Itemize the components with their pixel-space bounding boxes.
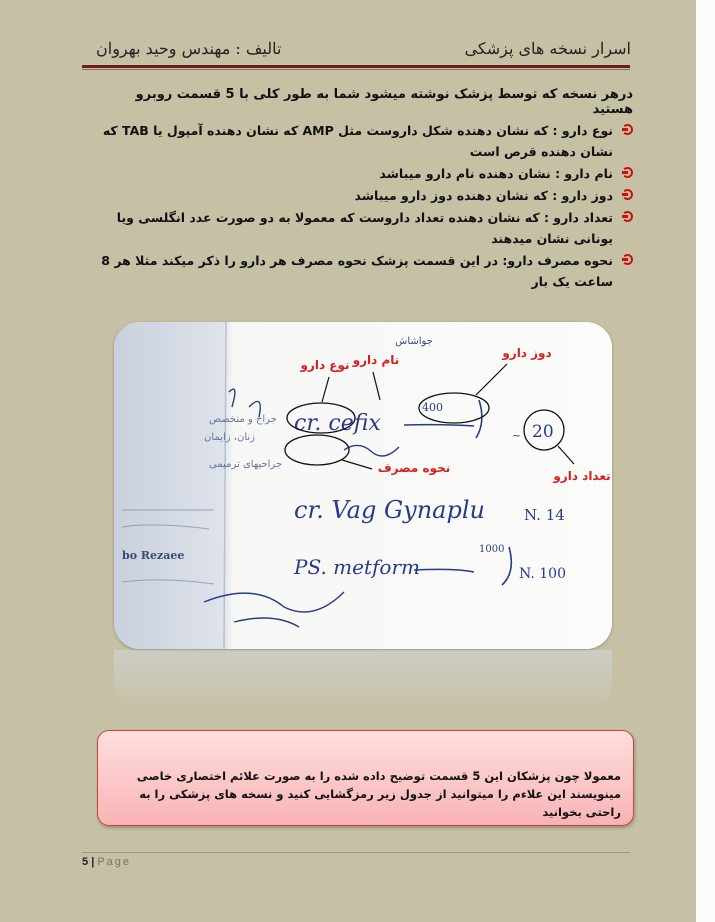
rx-line3-dose: 1000 [479, 544, 505, 555]
bullet-text: دوز دارو : که نشان دهنده دوز دارو میباشد [354, 188, 613, 203]
side-text-3: جراحیهای ترمیمی [209, 459, 283, 470]
label-drug-count: تعداد دارو [553, 469, 611, 483]
header-divider-thin [82, 69, 630, 70]
bullet-arrow-icon [622, 124, 633, 135]
label-drug-usage: نحوه مصرف [377, 461, 451, 475]
bullet-text: نحوه مصرف دارو: در این قسمت پزشک نحوه مصرف هر دارو را ذکر میکند مثلا هر 8 ساعت یک بار [101, 253, 613, 289]
footer-divider [82, 852, 630, 853]
page-word: Page [97, 856, 132, 868]
rx-line2: cr. Vag Gynaplu [294, 496, 485, 524]
bullet-list [93, 120, 633, 293]
bullet-item-name [93, 163, 633, 184]
bullet-item-dose [93, 185, 633, 206]
stamp-text: bo Rezaee [122, 549, 185, 562]
note-text: معمولا چون پزشکان این 5 قسمت توضیح داده شده را به صورت علائم اختصاری خاصی مینویسند این علاءم را میتوانید از جدول زیر رمزگشایی کنید و نسخه های پزشکی را به راحتی بخوانید [136, 769, 621, 819]
bullet-text: تعداد دارو : که نشان دهنده تعداد داروست که معمولا به دو صورت عدد انگلسی ویا یونانی نشان میدهند [116, 210, 613, 246]
rx-line3: PS. metform [294, 555, 420, 579]
rx-line3-count: N. 100 [519, 566, 566, 582]
prescription-photo [114, 322, 612, 649]
label-drug-name: نام دارو [352, 353, 400, 367]
prescription-illustration [114, 322, 612, 649]
bullet-item-type [93, 120, 633, 162]
bullet-arrow-icon [622, 254, 633, 265]
bullet-item-count [93, 207, 633, 249]
side-text-2: زنان، زایمان [204, 432, 255, 443]
rx-line1-name: cr. cefix [294, 411, 381, 436]
rx-line1-dose: 400 [422, 401, 443, 414]
header-divider [82, 65, 630, 68]
page-footer [82, 856, 131, 868]
bullet-text: نام دارو : نشان دهنده نام دارو میباشد [379, 166, 613, 181]
rx-line1-count: 20 [532, 422, 554, 442]
rx-line2-count: N. 14 [524, 506, 565, 524]
bullet-arrow-icon [622, 189, 633, 200]
footer-separator: | [91, 856, 95, 868]
photo-reflection [114, 650, 612, 710]
header-scribble: جواشاش [395, 336, 433, 347]
page-number: 5 [82, 856, 89, 868]
svg-text:~: ~ [512, 429, 522, 442]
bullet-text: نوع دارو : که نشان دهنده شکل داروست مثل AMP که نشان دهنده آمپول یا TAB که نشان دهنده قرص است [102, 123, 613, 159]
bullet-arrow-icon [622, 167, 633, 178]
bullet-item-usage [93, 250, 633, 292]
label-drug-dose: دوز دارو [502, 346, 552, 360]
book-title: اسرار نسخه های پزشکی [464, 39, 631, 58]
note-callout [97, 730, 634, 826]
author-line: تالیف : مهندس وحید بهروان [96, 39, 282, 58]
side-text-1: جراح و متخصص [209, 414, 277, 425]
bullet-arrow-icon [622, 211, 633, 222]
label-drug-type: نوع دارو [300, 358, 350, 372]
intro-paragraph: درهر نسخه که توسط پزشک نوشته میشود شما به طور کلی با 5 قسمت روبرو هستید [135, 87, 633, 117]
page-edge-strip [696, 0, 715, 922]
